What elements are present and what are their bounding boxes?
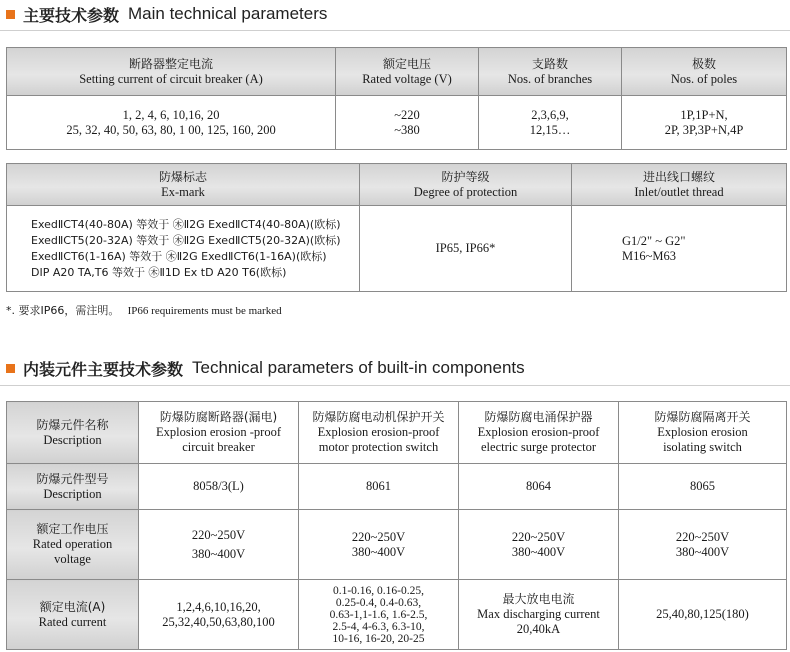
current-range-list: 0.1-0.16, 0.16-0.25, 0.25-0.4, 0.4-0.63, 0.63-1,1-1.6, 1.6-2.5, 2.5-4, 4-6.3, 6.3-10, 10-16, 16-20, 20-25 [299,580,459,650]
column-isolating-switch: 防爆防腐隔离开关 Explosion erosion isolating switch [619,402,787,464]
header-setting-current: 断路器整定电流 Setting current of circuit breaker (A) [7,48,336,96]
divider [0,30,790,31]
cell-thread-values: G1/2" ~ G2" M16~M63 [572,206,787,292]
main-parameters-table [6,47,787,150]
cell-branch-values: 2,3,6,9, 12,15… [479,96,622,150]
section-title-en: Main technical parameters [128,4,328,23]
column-surge-protector: 防爆防腐电涌保护器 Explosion erosion-proof electric surge protector [459,402,619,464]
current-value: 25,40,80,125(180) [619,580,787,650]
row-label-current: 额定电流(A) Rated current [7,580,139,650]
model-value: 8065 [619,464,787,510]
current-value: 1,2,4,6,10,16,20, 25,32,40,50,63,80,100 [139,580,299,650]
cell-current-values: 1, 2, 4, 6, 10,16, 20 25, 32, 40, 50, 63, 80, 1 00, 125, 160, 200 [7,96,336,150]
section-title-components [6,357,525,379]
orange-square-icon [6,10,15,19]
header-protection-degree: 防护等级 Degree of protection [360,164,572,206]
components-table [6,401,787,650]
ex-mark-line: ExedⅡCT4(40-80A) 等效于 ㊍Ⅱ2G ExedⅡCT4(40-80A)(欧标) [31,217,341,231]
voltage-value: 220~250V 380~400V [299,510,459,580]
voltage-value: 220~250V 380~400V [139,510,299,580]
ex-mark-line: ExedⅡCT6(1-16A) 等效于 ㊍Ⅱ2G ExedⅡCT6(1-16A)(欧标) [31,249,327,263]
header-branches: 支路数 Nos. of branches [479,48,622,96]
voltage-value: 220~250V 380~400V [619,510,787,580]
column-motor-protection-switch: 防爆防腐电动机保护开关 Explosion erosion-proof motor protection switch [299,402,459,464]
voltage-value: 220~250V 380~400V [459,510,619,580]
cell-ex-mark-list [7,206,360,292]
header-rated-voltage: 额定电压 Rated voltage (V) [336,48,479,96]
cell-protection-value: IP65, IP66* [360,206,572,292]
model-value: 8061 [299,464,459,510]
row-label-voltage: 额定工作电压 Rated operation voltage [7,510,139,580]
cell-voltage-values: ~220 ~380 [336,96,479,150]
cell-pole-values: 1P,1P+N, 2P, 3P,3P+N,4P [622,96,787,150]
section-title-main [6,3,327,25]
header-ex-mark: 防爆标志 Ex-mark [7,164,360,206]
orange-square-icon [6,364,15,373]
column-circuit-breaker: 防爆防腐断路器(漏电) Explosion erosion -proof circuit breaker [139,402,299,464]
ex-mark-line: DIP A20 TA,T6 等效于 ㊍Ⅱ1D Ex tD A20 T6(欧标) [31,265,287,279]
section-title-en: Technical parameters of built-in components [192,358,525,377]
header-poles: 极数 Nos. of poles [622,48,787,96]
section-title-cn: 内装元件主要技术参数 [23,359,184,379]
ip66-note: *. 要求IP66，需注明。 IP66 requirements must be marked [6,304,282,317]
model-value: 8058/3(L) [139,464,299,510]
current-discharge: 最大放电电流 Max discharging current 20,40kA [459,580,619,650]
section-title-cn: 主要技术参数 [23,5,120,25]
ex-mark-table [6,163,787,292]
divider [0,385,790,386]
model-value: 8064 [459,464,619,510]
ex-mark-line: ExedⅡCT5(20-32A) 等效于 ㊍Ⅱ2G ExedⅡCT5(20-32A)(欧标) [31,233,341,247]
corner-description: 防爆元件名称 Description [7,402,139,464]
header-thread: 进出线口螺纹 Inlet/outlet thread [572,164,787,206]
row-label-model: 防爆元件型号 Description [7,464,139,510]
